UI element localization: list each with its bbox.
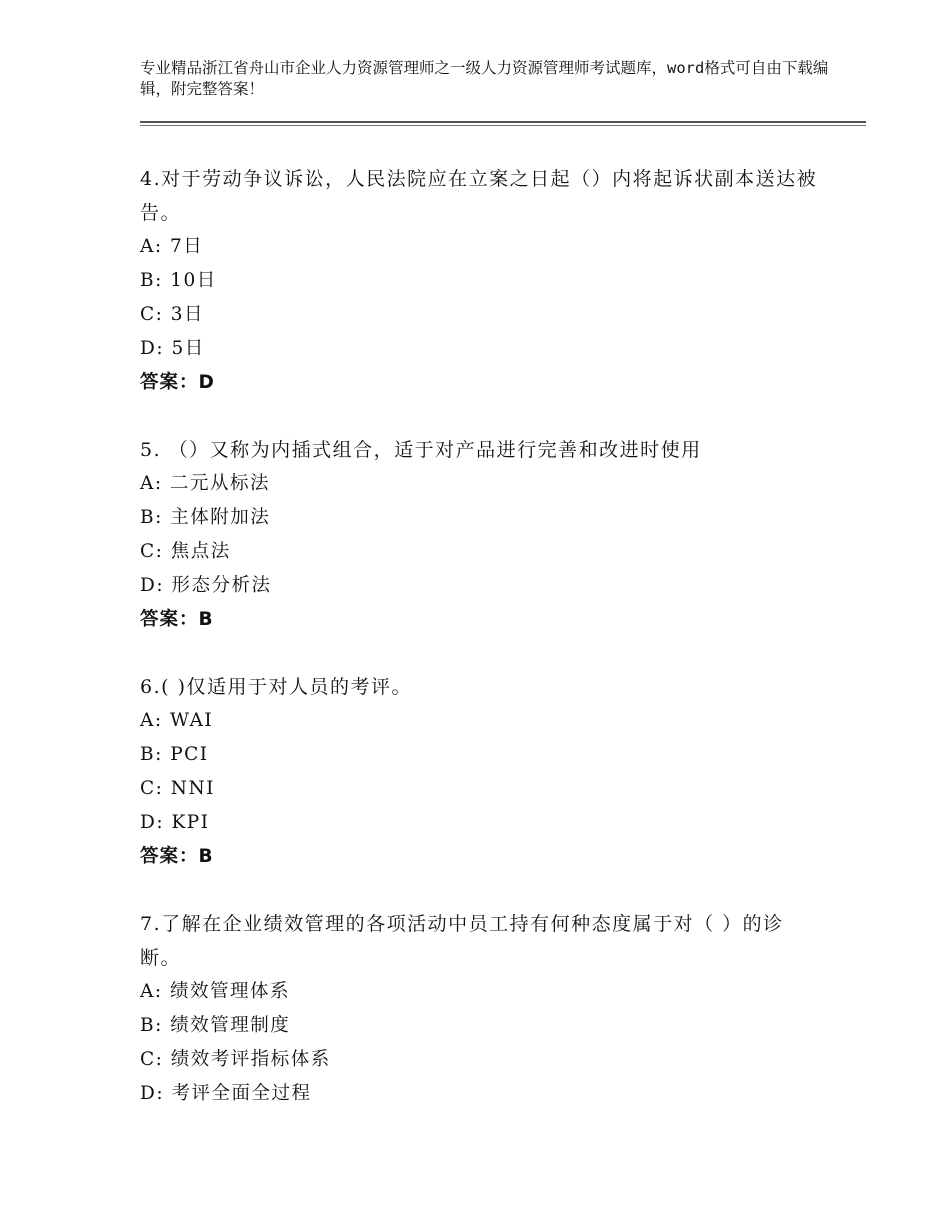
question-stem: 5. （）又称为内插式组合，适于对产品进行完善和改进时使用: [140, 439, 702, 461]
question-4: [140, 162, 820, 400]
option-a: A: WAI: [140, 710, 214, 731]
option-a: A: 绩效管理体系: [140, 981, 290, 1002]
question-6: [140, 670, 820, 874]
question-stem: 7.了解在企业绩效管理的各项活动中员工持有何种态度属于对（ ）的诊断。: [140, 913, 784, 969]
option-b: B: 绩效管理制度: [140, 1015, 291, 1036]
question-5: [140, 433, 820, 637]
option-c: C: 绩效考评指标体系: [140, 1049, 331, 1070]
question-stem: 6.( )仅适用于对人员的考评。: [140, 676, 412, 698]
option-b: B: 主体附加法: [140, 507, 271, 528]
option-c: C: 焦点法: [140, 541, 231, 562]
option-c: C: NNI: [140, 778, 215, 799]
header-divider-thin: [140, 125, 866, 126]
option-d: D: 形态分析法: [140, 575, 272, 596]
question-list: [140, 162, 820, 1144]
question-stem: 4.对于劳动争议诉讼，人民法院应在立案之日起（）内将起诉状副本送达被告。: [140, 168, 818, 224]
option-d: D: 考评全面全过程: [140, 1083, 312, 1104]
option-d: D: KPI: [140, 812, 210, 833]
answer: 答案：B: [140, 609, 214, 630]
option-b: B: PCI: [140, 744, 209, 765]
option-d: D: 5日: [140, 338, 205, 359]
question-7: [140, 907, 820, 1111]
option-b: B: 10日: [140, 270, 217, 291]
option-a: A: 二元从标法: [140, 473, 270, 494]
document-header: 专业精品浙江省舟山市企业人力资源管理师之一级人力资源管理师考试题库，word格式可自由下载编辑，附完整答案！: [140, 59, 829, 98]
option-a: A: 7日: [140, 236, 204, 257]
option-c: C: 3日: [140, 304, 205, 325]
answer: 答案：D: [140, 372, 215, 393]
answer: 答案：B: [140, 846, 214, 867]
header-divider: [140, 121, 866, 123]
